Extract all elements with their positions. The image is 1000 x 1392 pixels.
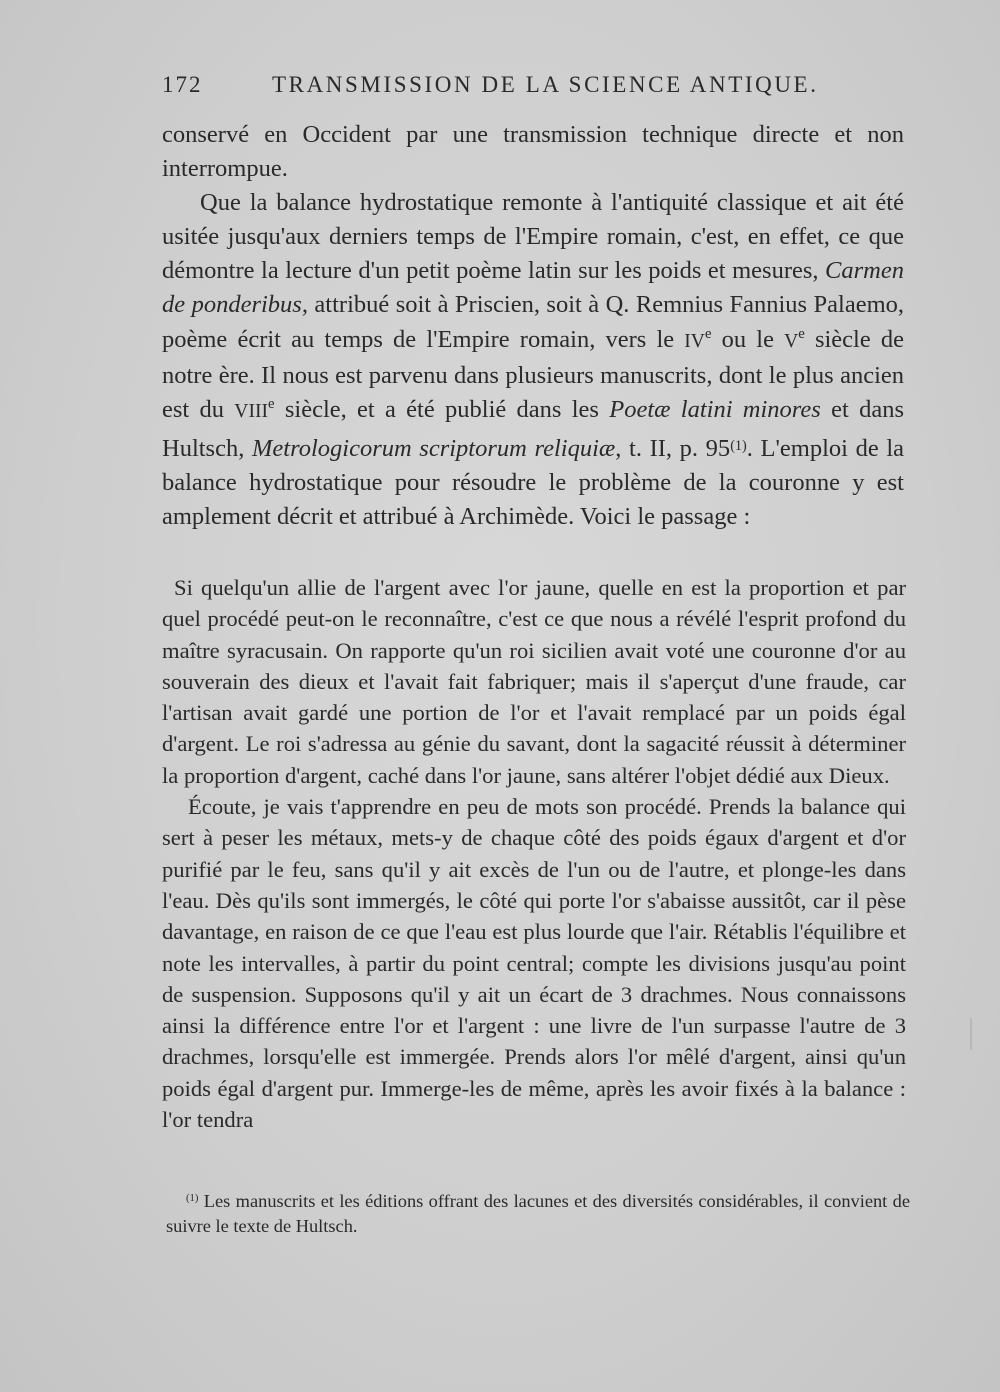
footnote-reference[interactable]: (1) — [730, 437, 747, 454]
text-run: siècle de notre ère. Il nous est parvenu dans plusieurs manuscrits, dont le plus ancien est du — [162, 325, 905, 423]
roman-numeral-viii: VIII — [234, 400, 269, 422]
title-metrologicorum: Metrologicorum scriptorum reliquiæ — [251, 434, 616, 462]
roman-numeral-v: V — [784, 330, 799, 352]
superscript-e: e — [268, 395, 275, 412]
running-title: TRANSMISSION DE LA SCIENCE ANTIQUE. — [272, 72, 819, 97]
roman-numeral-iv: IV — [684, 330, 705, 352]
paragraph-balance-hydrostatique — [162, 186, 904, 534]
paragraph-continuation: conservé en Occident par une transmission technique directe et non interrompue. — [162, 121, 904, 183]
footnote-mark: (1) — [186, 1192, 199, 1204]
quoted-passage — [162, 572, 906, 1135]
text-run: siècle, et a été publié dans les — [274, 395, 610, 423]
footnote-paragraph — [166, 1186, 910, 1239]
superscript-e: e — [704, 325, 712, 342]
text-run: , t. II, p. 95 — [615, 434, 731, 462]
text-run: Que la balance hydrostatique remonte à l'antiquité classique et ait été usitée jusqu'aux derniers temps de l'Empire romain, c'est, en effet, ce que démontre la lecture d'un petit poème latin sur les poids et mesures, — [162, 189, 904, 285]
footnote-text: Les manuscrits et les éditions offrant des lacunes et des diversités considérables, il convient de suivre le texte de Hultsch. — [166, 1191, 910, 1236]
text-run: ou le — [711, 325, 785, 353]
quote-paragraph-2: Écoute, je vais t'apprendre en peu de mots son procédé. Prends la balance qui sert à peser les métaux, mets-y de chaque côté des poids égaux d'argent et d'or purifié par le feu, sans qu'il y ait excès de l'un ou de l'autre, et plonge-les dans l'eau. Dès qu'ils sont immergés, le côté qui porte l'or s'abaisse aussitôt, car il pèse davantage, en raison de ce que l'eau est plus lourde que l'air. Rétablis l'équilibre et note les intervalles, à partir du point central; compte les divisions jusqu'au point de suspension. Supposons qu'il y ait un écart de 3 drachmes. Nous connaissons ainsi la différence entre l'or et l'argent : une livre de l'un surpasse l'autre de 3 drachmes, lorsqu'elle est immergée. Prends alors l'or mêlé d'argent, ainsi qu'un poids égal d'argent pur. Immerge-les de même, après les avoir fixés à la balance : l'or tendra — [162, 794, 906, 1133]
quote-paragraph-1: Si quelqu'un allie de l'argent avec l'or jaune, quelle en est la proportion et par quel procédé peut-on le reconnaître, c'est ce que nous a révélé l'esprit profond du maître syracusain. On rapporte qu'un roi sicilien avait voté une couronne d'or au souverain des dieux et l'avait fait fabriquer; mais il s'aperçut d'une fraude, car l'artisan avait gardé une portion de l'or et l'avait remplacé par un poids égal d'argent. Le roi s'adressa au génie du savant, dont la sagacité réussit à déterminer la proportion d'argent, caché dans l'or jaune, sans altérer l'objet dédié aux Dieux. — [162, 575, 906, 788]
text-run: attribué soit à Priscien, soit à Q. Remnius Fannius Palaemo, poème écrit au temps de l'Empire romain, vers le — [162, 291, 904, 353]
title-carmen-de-ponderibus: Carmen de ponderibus, — [162, 257, 904, 319]
title-poetae-latini-minores: Poetæ latini minores — [609, 395, 821, 423]
footnote — [166, 1186, 910, 1239]
superscript-e: e — [798, 325, 805, 342]
page-number: 172 — [162, 72, 203, 97]
margin-mark — [970, 1018, 972, 1050]
main-text — [162, 118, 904, 534]
page-header — [162, 72, 904, 104]
text-run: . L'emploi de la balance hydrostatique pour résoudre le problème de la couronne y est amplement décrit et attribué à Archimède. Voici le passage : — [162, 434, 905, 531]
text-run: et dans Hultsch, — [162, 395, 904, 462]
